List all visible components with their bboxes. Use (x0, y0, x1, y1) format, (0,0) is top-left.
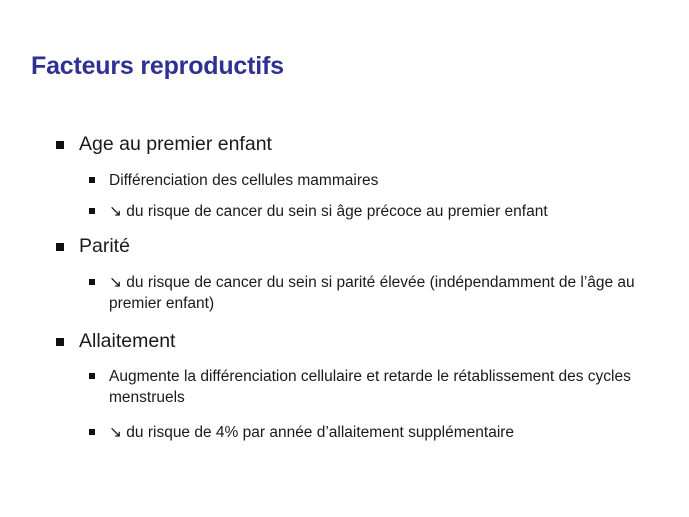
square-bullet-icon (89, 177, 95, 183)
square-bullet-icon (89, 429, 95, 435)
sub-bullet-text: ↘ du risque de cancer du sein si âge précoce au premier enfant (109, 203, 548, 220)
sub-bullet-text: ↘ du risque de 4% par année d’allaitement supplémentaire (109, 424, 515, 441)
square-bullet-icon (56, 338, 64, 346)
sub-bullet-text: ↘ du risque de cancer du sein si parité élevée (indépendamment de l’âge au premier enfant) (109, 274, 635, 312)
sub-bullet-text: Augmente la différenciation cellulaire et retarde le rétablissement des cycles menstruels (109, 368, 631, 406)
square-bullet-icon (56, 141, 64, 149)
bullet-label: Allaitement (79, 330, 176, 352)
slide-title: Facteurs reproductifs (31, 52, 284, 80)
sub-bullet-text: Différenciation des cellules mammaires (109, 172, 379, 189)
bullet-label: Age au premier enfant (79, 133, 272, 155)
square-bullet-icon (56, 243, 64, 251)
bullet-label: Parité (79, 235, 130, 257)
square-bullet-icon (89, 373, 95, 379)
square-bullet-icon (89, 279, 95, 285)
square-bullet-icon (89, 208, 95, 214)
